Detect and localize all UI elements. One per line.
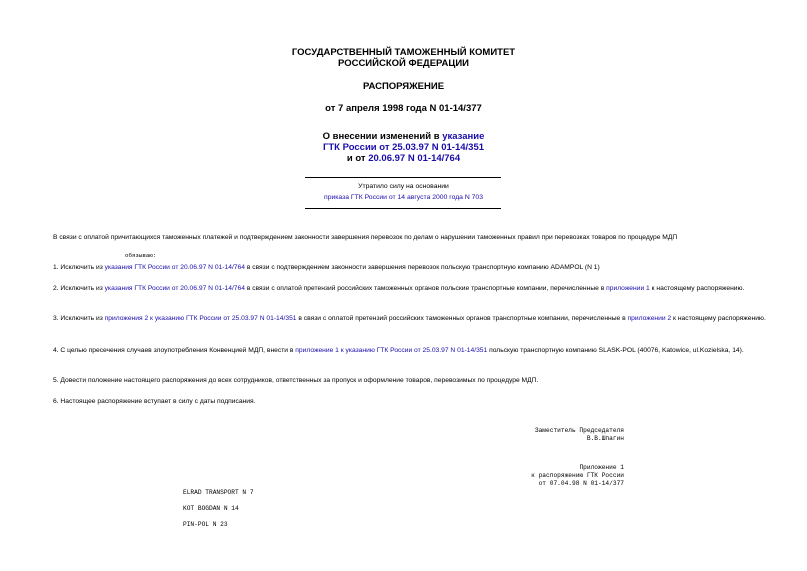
subject-line3 xyxy=(0,153,807,164)
status-note-link[interactable]: приказа ГТК России от 14 августа 2000 года N 703 xyxy=(324,194,483,201)
appendix-line2: к распоряжению ГТК России xyxy=(531,472,624,479)
org-name-line1: ГОСУДАРСТВЕННЫЙ ТАМОЖЕННЫЙ КОМИТЕТ xyxy=(291,47,516,58)
p4-text-b: польскую транспортную компанию SLASK-POL (40076, Katowice, ul.Kozielska, 14). xyxy=(487,347,744,354)
subject-text-3: и от xyxy=(346,153,369,164)
divider-top xyxy=(305,177,501,178)
p2-link-1[interactable]: указания ГТК России от 20.06.97 N 01-14/764 xyxy=(104,285,245,292)
subject-link-764[interactable]: 20.06.97 N 01-14/764 xyxy=(368,153,461,164)
paragraph-1 xyxy=(53,262,773,273)
p2-text-b: в связи с оплатой претензий российских таможенных органов польские транспортные компании, перечисленные в xyxy=(244,285,607,292)
p4-text-a: 4. С целью пресечения случаев злоупотребления Конвенцией МДП, внести в xyxy=(53,347,296,354)
document-type: РАСПОРЯЖЕНИЕ xyxy=(362,81,445,92)
subject-text-1: О внесении изменений в xyxy=(322,131,443,142)
p3-text-a: 3. Исключить из xyxy=(53,315,105,322)
p2-link-2[interactable]: приложении 1 xyxy=(606,285,650,292)
p4-link[interactable]: приложение 1 к указанию ГТК России от 25.03.97 N 01-14/351 xyxy=(295,347,488,354)
paragraph-2 xyxy=(40,283,773,294)
subject-link-351[interactable]: ГТК России от 25.03.97 N 01-14/351 xyxy=(322,142,485,153)
document-date: от 7 апреля 1998 года N 01-14/377 xyxy=(325,103,482,114)
p2-text-a: 2. Исключить из xyxy=(53,285,105,292)
p3-link-2[interactable]: приложении 2 xyxy=(627,315,672,322)
p1-text-b: в связи с подтверждением законности завершения перевозок польскую транспортную компанию ADAMPOL (N 1) xyxy=(244,264,600,271)
list-item: PIN-POL N 23 xyxy=(183,521,228,528)
subject-link-directive[interactable]: указание xyxy=(442,131,485,142)
signature-name: В.В.Шпагин xyxy=(586,435,624,442)
status-note-line2 xyxy=(0,193,807,203)
paragraph-4 xyxy=(40,345,773,356)
p3-link-1[interactable]: приложения 2 к указанию ГТК России от 25.03.97 N 01-14/351 xyxy=(104,315,297,322)
appendix-line1: Приложение 1 xyxy=(579,464,624,471)
subject-line2 xyxy=(0,142,807,153)
paragraph-6: 6. Настоящее распоряжение вступает в силу с даты подписания. xyxy=(53,398,256,405)
intro-paragraph: В связи с оплатой причитающихся таможенных платежей и подтверждением законности завершения перевозок по делам о нарушении таможенных правил при перевозках товаров по процедуре МДП xyxy=(53,234,678,241)
paragraph-3 xyxy=(40,313,773,324)
p3-text-b: в связи с оплатой претензий российских таможенных органов транспортные компании, перечисленные в xyxy=(296,315,628,322)
p3-text-c: к настоящему распоряжению. xyxy=(671,315,766,322)
list-item: ELRAD TRANSPORT N 7 xyxy=(183,489,254,496)
p1-text-a: 1. Исключить из xyxy=(53,264,105,271)
p1-link[interactable]: указания ГТК России от 20.06.97 N 01-14/764 xyxy=(104,264,245,271)
org-name-line2: РОССИЙСКОЙ ФЕДЕРАЦИИ xyxy=(337,58,469,69)
paragraph-5: 5. Довести положение настоящего распоряжения до всех сотрудников, ответственных за пропуск и оформление товаров, перевозимых по процедуре МДП. xyxy=(53,377,539,384)
obligate-word: обязываю: xyxy=(125,252,157,259)
signature-title: Заместитель Председателя xyxy=(534,427,624,434)
appendix-line3: от 07.04.98 N 01-14/377 xyxy=(538,480,624,487)
status-note-line1: Утратило силу на основании xyxy=(358,183,449,190)
subject-line1 xyxy=(0,131,807,142)
list-item: KOT BOGDAN N 14 xyxy=(183,505,239,512)
divider-bottom xyxy=(305,208,501,209)
p2-text-c: к настоящему распоряжению. xyxy=(649,285,745,292)
